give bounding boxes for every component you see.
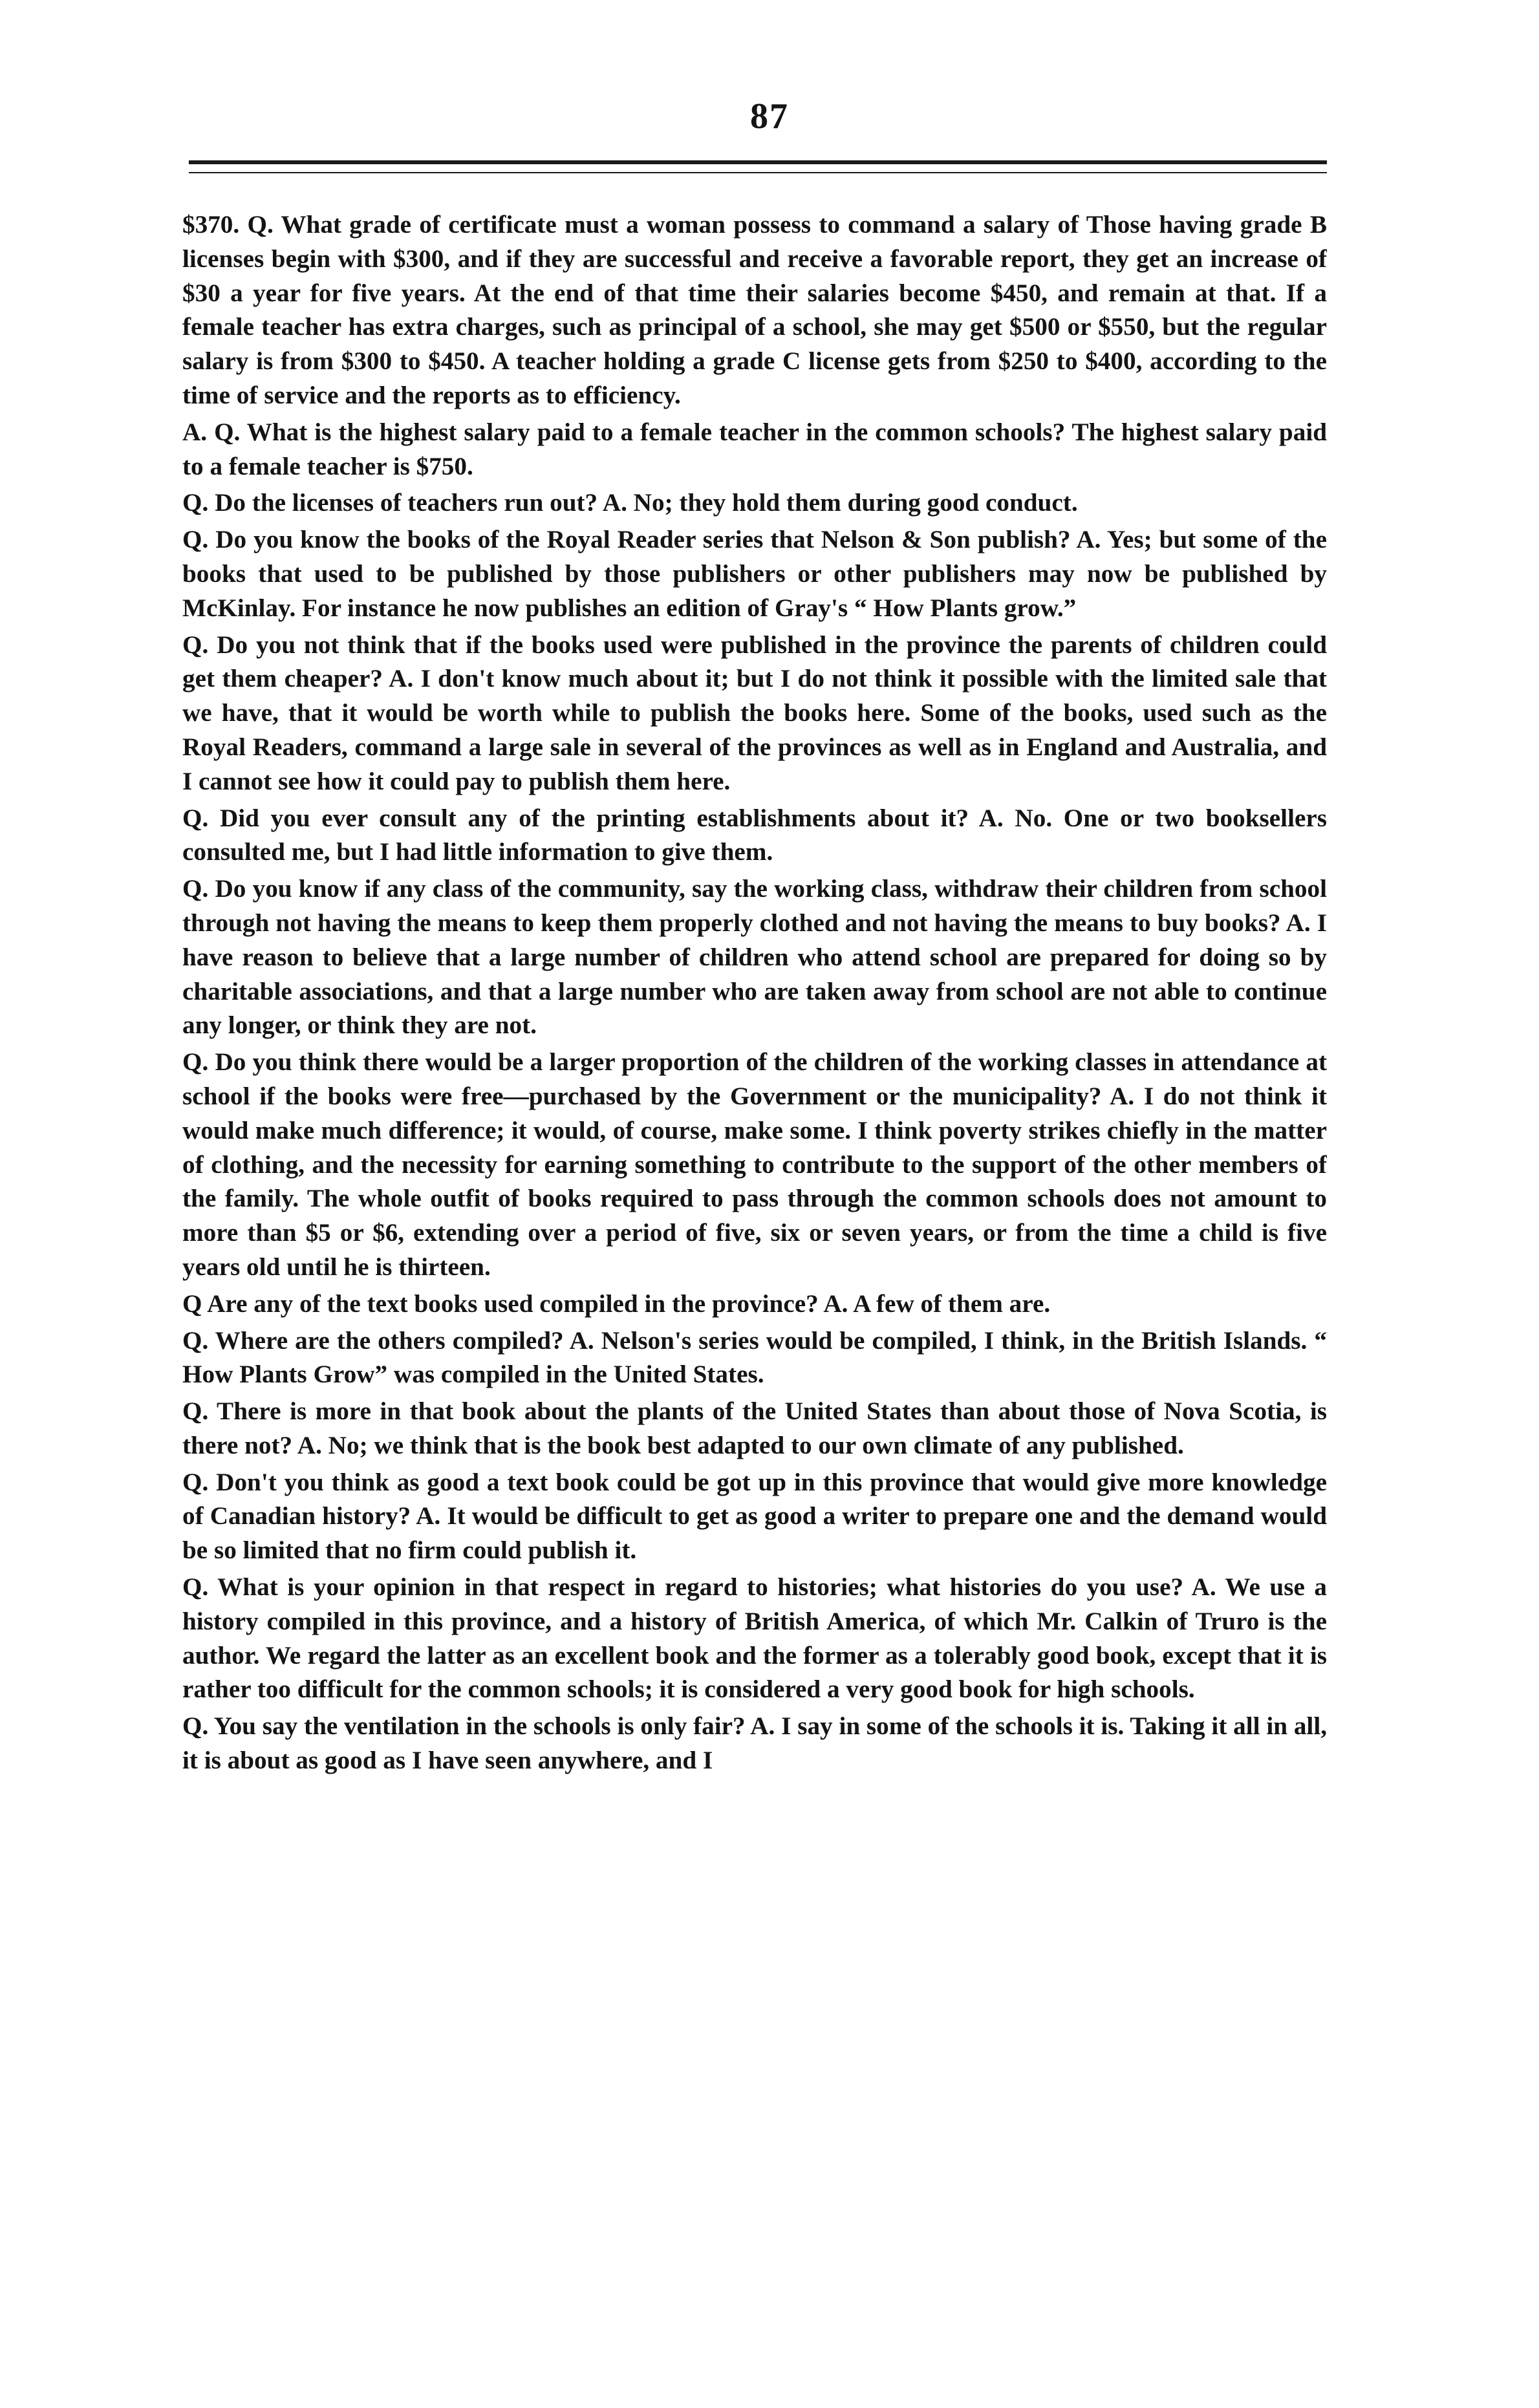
paragraph: A. Q. What is the highest salary paid to a female teacher in the common schools? The highest salary paid to a female teacher is $750. [182, 418, 1327, 480]
header-rule-thick [189, 160, 1327, 164]
paragraph: Q. Did you ever consult any of the printing establishments about it? A. No. One or two booksellers consulted me, but I had little information to give them. [182, 804, 1327, 866]
paragraph: Q. Do you think there would be a larger proportion of the children of the working classes in attendance at school if the books were free—purchased by the Government or the municipality? A. I do not think it would make much difference; it would, of course, make some. I think poverty strikes chiefly in the matter of clothing, and the necessity for earning something to contribute to the support of the other members of the family. The whole outfit of books required to pass through the common schools does not amount to more than $5 or $6, extending over a period of five, six or seven years, or from the time a child is five years old until he is thirteen. [182, 1048, 1327, 1281]
page-number: 87 [750, 96, 789, 136]
body-text [182, 208, 1327, 2310]
paragraph: Q. Do you know if any class of the community, say the working class, withdraw their children from school through not having the means to keep them properly clothed and not having the means to buy books? A. I have reason to believe that a large number of children who attend school are prepared for doing so by charitable associations, and that a large number who are taken away from school are not able to continue any longer, or think they are not. [182, 875, 1327, 1040]
paragraph: $370. Q. What grade of certificate must a woman possess to command a salary of Those having grade B licenses begin with $300, and if they are successful and receive a favorable report, they get an increase of $30 a year for five years. At the end of that time their salaries become $450, and remain at that. If a female teacher has extra charges, such as principal of a school, she may get $500 or $550, but the regular salary is from $300 to $450. A teacher holding a grade C license gets from $250 to $400, according to the time of service and the reports as to efficiency. [182, 211, 1327, 409]
paragraph: Q. Where are the others compiled? A. Nelson's series would be compiled, I think, in the British Islands. “ How Plants Grow” was compiled in the United States. [182, 1326, 1327, 1389]
paragraph: Q Are any of the text books used compiled in the province? A. A few of them are. [182, 1289, 1051, 1318]
header-rule-thin [189, 172, 1327, 173]
paragraph: Q. Do you not think that if the books used were published in the province the parents of children could get them cheaper? A. I don't know much about it; but I do not think it possible with the limited sale that we have, that it would be worth while to publish the books here. Some of the books, used such as the Royal Readers, command a large sale in several of the provinces as well as in England and Australia, and I cannot see how it could pay to publish them here. [182, 630, 1327, 795]
paragraph: Q. Do you know the books of the Royal Reader series that Nelson & Son publish? A. Yes; but some of the books that used to be published by those publishers or other publishers may now be published by McKinlay. For instance he now publishes an edition of Gray's “ How Plants grow.” [182, 526, 1327, 622]
paragraph: Q. What is your opinion in that respect in regard to histories; what histories do you use? A. We use a history compiled in this province, and a history of British America, of which Mr. Calkin of Truro is the author. We regard the latter as an excellent book and the former as a tolerably good book, except that it is rather too difficult for the common schools; it is considered a very good book for high schools. [182, 1573, 1327, 1704]
paragraph: Q. There is more in that book about the plants of the United States than about those of Nova Scotia, is there not? A. No; we think that is the book best adapted to our own climate of any published. [182, 1397, 1327, 1459]
paragraph: Q. You say the ventilation in the schools is only fair? A. I say in some of the schools it is. Taking it all in all, it is about as good as I have seen anywhere, and I [182, 1712, 1327, 1775]
paragraph: Q. Do the licenses of teachers run out? A. No; they hold them during good conduct. [182, 489, 1078, 517]
paragraph: Q. Don't you think as good a text book could be got up in this province that would give more knowledge of Canadian history? A. It would be difficult to get as good a writer to prepare one and the demand would be so limited that no firm could publish it. [182, 1468, 1327, 1565]
